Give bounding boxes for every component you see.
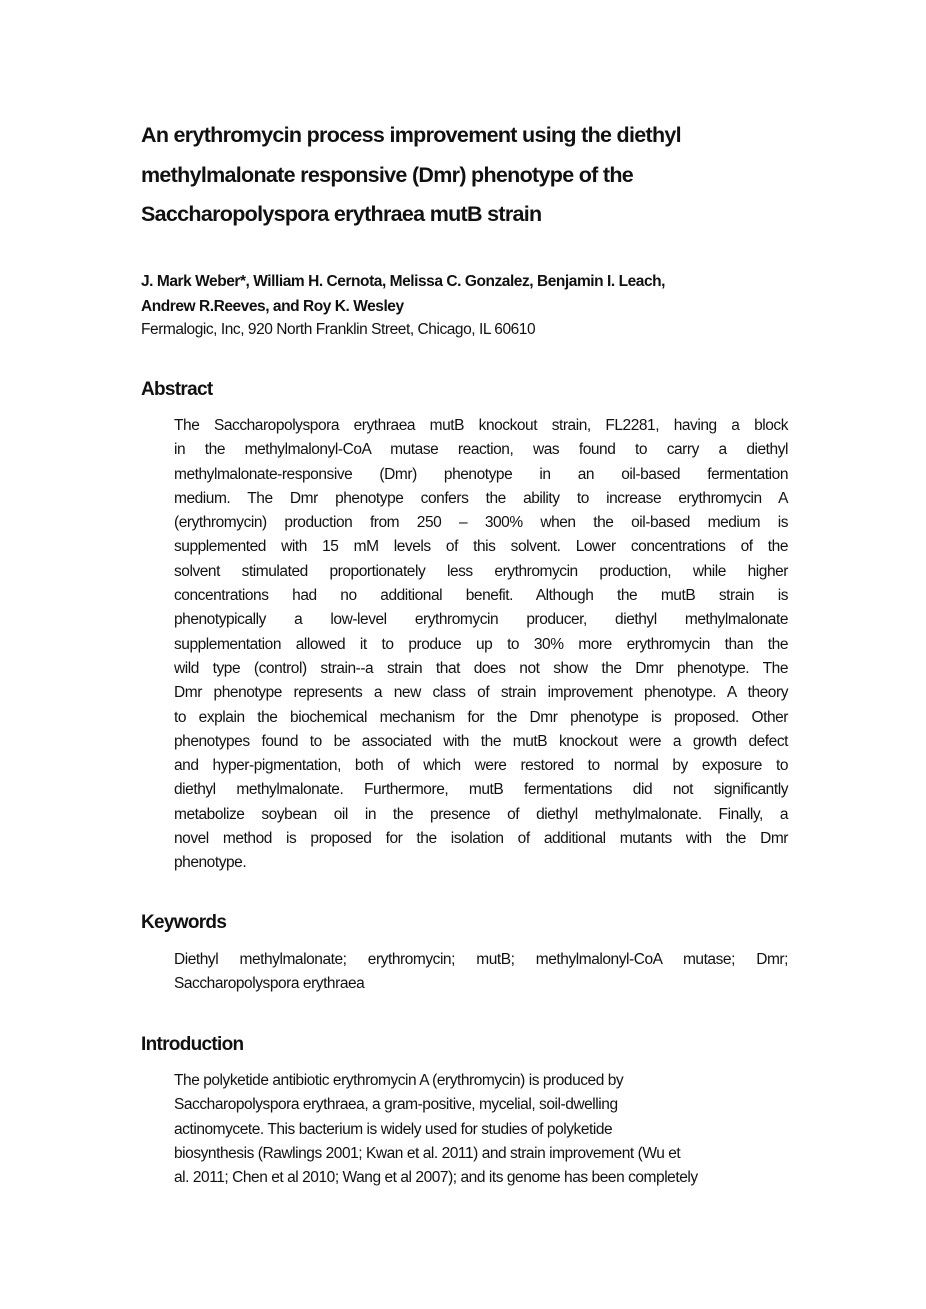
abstract-body (174, 414, 788, 876)
author-line: J. Mark Weber*, William H. Cernota, Melissa C. Gonzalez, Benjamin I. Leach, (141, 273, 665, 290)
introduction-heading: Introduction (141, 1034, 244, 1055)
abstract-line: Dmr phenotype represents a new class of strain improvement phenotype. A theory (174, 684, 788, 702)
introduction-line: biosynthesis (Rawlings 2001; Kwan et al. 2011) and strain improvement (Wu et (174, 1144, 681, 1162)
abstract-line: diethyl methylmalonate. Furthermore, mutB fermentations did not significantly (174, 781, 788, 799)
keywords-line: Diethyl methylmalonate; erythromycin; mutB; methylmalonyl-CoA mutase; Dmr; (174, 951, 788, 968)
author-list (141, 270, 801, 319)
abstract-line: The Saccharopolyspora erythraea mutB knockout strain, FL2281, having a block (174, 417, 788, 434)
abstract-line: in the methylmalonyl-CoA mutase reaction, was found to carry a diethyl (174, 441, 788, 459)
abstract-line: methylmalonate-responsive (Dmr) phenotype in an oil-based fermentation (174, 465, 788, 483)
abstract-line: (erythromycin) production from 250 – 300% when the oil-based medium is (174, 514, 788, 532)
title-line: methylmalonate responsive (Dmr) phenotype of the (141, 162, 634, 187)
introduction-line: actinomycete. This bacterium is widely used for studies of polyketide (174, 1120, 613, 1138)
abstract-line: phenotypes found to be associated with the mutB knockout were a growth defect (174, 732, 788, 750)
author-line: Andrew R.Reeves, and Roy K. Wesley (141, 297, 404, 315)
title-line: An erythromycin process improvement using the diethyl (141, 123, 681, 147)
title-line: Saccharopolyspora erythraea mutB strain (141, 202, 542, 226)
keywords-line: Saccharopolyspora erythraea (174, 975, 365, 993)
introduction-body (174, 1069, 788, 1190)
abstract-line: phenotypically a low-level erythromycin producer, diethyl methylmalonate (174, 611, 788, 629)
abstract-line: and hyper-pigmentation, both of which were restored to normal by exposure to (174, 757, 788, 775)
paper-title (141, 116, 801, 235)
introduction-line: The polyketide antibiotic erythromycin A (erythromycin) is produced by (174, 1072, 624, 1089)
introduction-line: Saccharopolyspora erythraea, a gram-positive, mycelial, soil-dwelling (174, 1096, 618, 1114)
introduction-line: al. 2011; Chen et al 2010; Wang et al 2007); and its genome has been completely (174, 1169, 698, 1187)
keywords-heading: Keywords (141, 912, 227, 933)
abstract-line: supplemented with 15 mM levels of this solvent. Lower concentrations of the (174, 538, 788, 556)
abstract-heading: Abstract (141, 379, 213, 400)
keywords-body (174, 948, 788, 997)
abstract-line: medium. The Dmr phenotype confers the ability to increase erythromycin A (174, 489, 788, 507)
abstract-line: phenotype. (174, 854, 247, 872)
abstract-line: novel method is proposed for the isolation of additional mutants with the Dmr (174, 830, 788, 848)
abstract-line: solvent stimulated proportionately less erythromycin production, while higher (174, 562, 788, 580)
abstract-line: wild type (control) strain--a strain that does not show the Dmr phenotype. The (174, 659, 788, 677)
abstract-line: metabolize soybean oil in the presence of diethyl methylmalonate. Finally, a (174, 805, 788, 823)
abstract-line: supplementation allowed it to produce up to 30% more erythromycin than the (174, 635, 788, 653)
abstract-line: concentrations had no additional benefit. Although the mutB strain is (174, 587, 788, 605)
affiliation: Fermalogic, Inc, 920 North Franklin Street, Chicago, IL 60610 (141, 321, 536, 338)
abstract-line: to explain the biochemical mechanism for the Dmr phenotype is proposed. Other (174, 708, 788, 726)
